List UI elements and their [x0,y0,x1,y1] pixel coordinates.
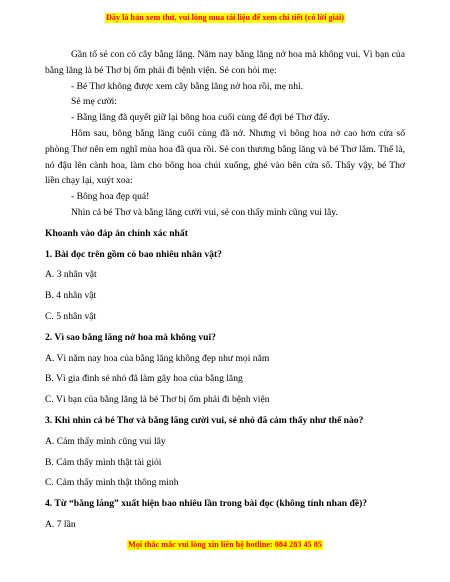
question-2: 2. Vì sao bằng lăng nở hoa mà không vui? [45,331,216,343]
section-heading: Khoanh vào đáp án chính xác nhất [45,227,188,239]
option-1a: A. 3 nhân vật [45,269,97,281]
passage-paragraph: Nhìn cả bé Thơ và bằng lăng cười vui, sẻ con thấy mình cũng vui lây. [71,206,338,218]
passage-paragraph: Sẻ mẹ cười: [71,96,117,108]
passage-paragraph: Hôm sau, bông bằng lăng cuối cùng đã nở. Nhưng vì bông hoa nở cao hơn cửa sổ phòng Thơ nên em nghĩ mùa hoa đã qua rồi. Sẻ con thương bằng lăng và bé Thơ lắm. Thế là, nó đậu lên cành hoa, làm cho bông hoa chúi xuống, ghé vào bên cửa sổ. Thấy vậy, bé Thơ liền chạy lại, xuýt xoa: [45,127,405,187]
document-body [45,47,405,533]
option-3b: B. Cảm thấy mình thật tài giỏi [45,456,162,468]
passage-dialogue: - Bông hoa đẹp quá! [71,191,150,203]
question-3: 3. Khi nhìn cả bé Thơ và bằng lăng cười vui, sẻ nhỏ đã cảm thấy như thế nào? [45,414,364,426]
question-1: 1. Bài đọc trên gồm có bao nhiêu nhân vật? [45,248,222,260]
passage-dialogue: - Bé Thơ không được xem cây bằng lăng nở hoa rồi, mẹ nhỉ. [71,80,304,92]
option-2b: B. Vì gia đình sẻ nhỏ đã làm gãy hoa của bằng lăng [45,373,243,385]
option-2c: C. Vì bạn của bằng lăng là bé Thơ bị ốm phải đi bệnh viện [45,394,270,406]
option-4a: A. 7 lần [45,518,76,530]
option-3c: C. Cảm thấy mình thật thông minh [45,477,179,489]
option-1b: B. 4 nhân vật [45,290,97,302]
passage-paragraph: Gần tổ sẻ con có cây bằng lăng. Năm nay bằng lăng nở hoa mà không vui. Vì bạn của bằng lăng là bé Thơ bị ốm phải đi bệnh viện. Sẻ con hỏi mẹ: [45,49,405,76]
option-3a: A. Cảm thấy mình cũng vui lây [45,435,166,447]
option-2a: A. Vì năm nay hoa của bằng lăng không đẹp như mọi năm [45,352,270,364]
hotline-notice-banner: Mọi thắc mắc vui lòng xin liên hệ hotline: 084 283 45 85 [128,540,322,549]
option-1c: C. 5 nhân vật [45,310,97,322]
passage-dialogue: - Bằng lăng đã quyết giữ lại bông hoa cuối cùng để đợi bé Thơ đấy. [71,112,330,124]
question-4: 4. Từ “bằng lăng” xuất hiện bao nhiêu lần trong bài đọc (không tính nhan đề)? [45,498,368,510]
preview-notice-banner: Đây là bản xem thử, vui lòng mua tài liệu để xem chi tiết (có lời giải) [105,13,345,22]
